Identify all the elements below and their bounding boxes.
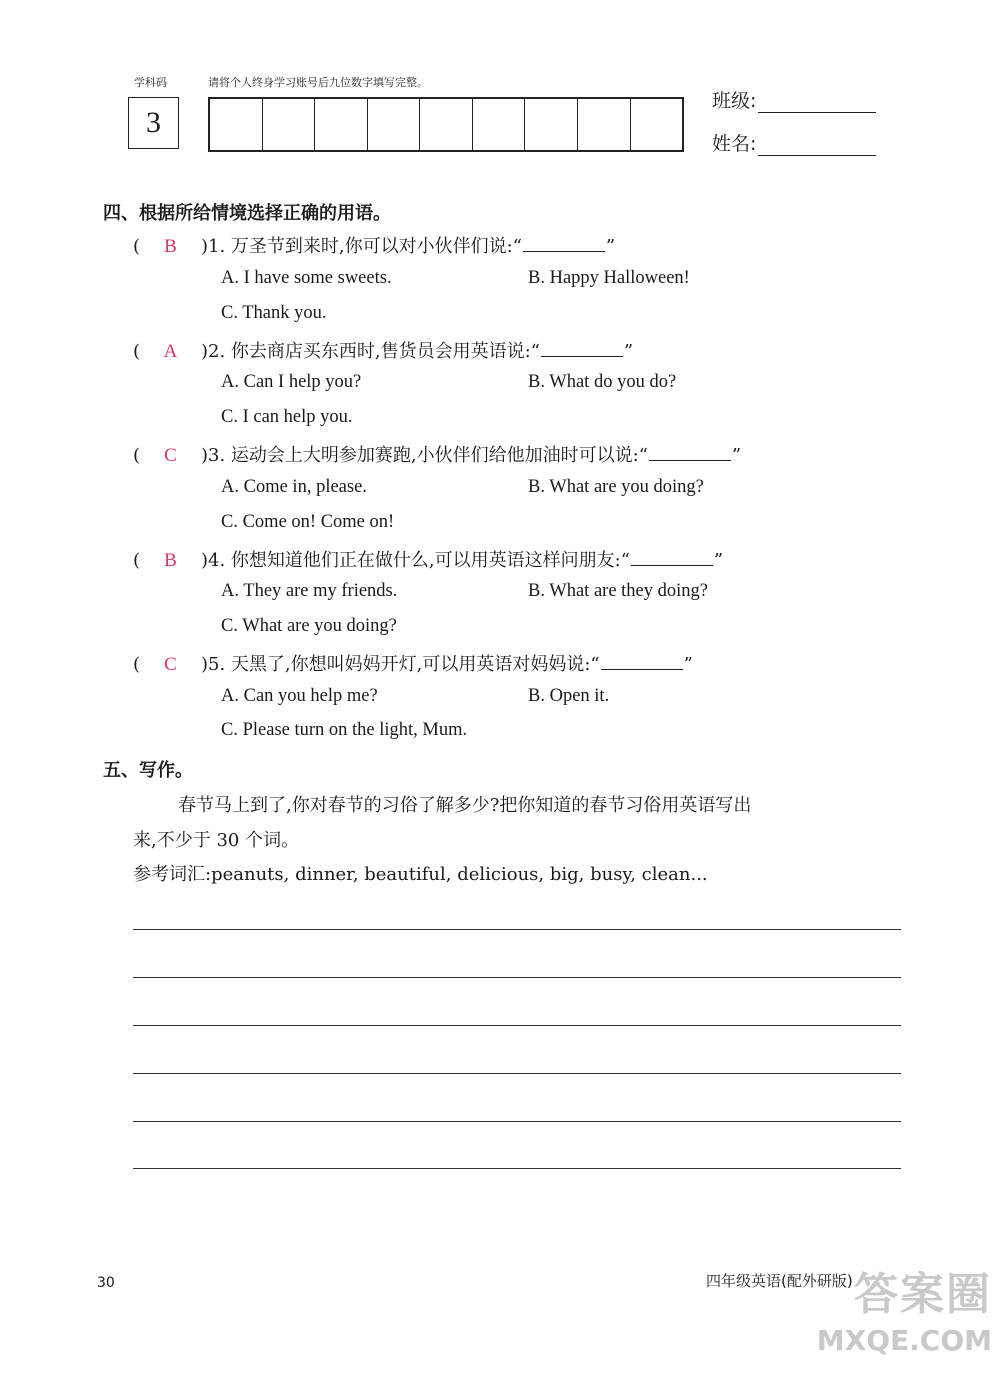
option-a: A. I have some sweets. (221, 268, 392, 288)
option-a: A. Can you help me? (221, 686, 378, 706)
answer-paren: ( C (133, 654, 177, 675)
writing-line[interactable] (133, 1121, 901, 1122)
answer-mark: C (164, 445, 177, 466)
option-a: A. They are my friends. (221, 581, 398, 601)
account-instruction: 请将个人终身学习账号后九位数字填写完整。 (208, 76, 428, 89)
digit-box[interactable] (578, 99, 631, 150)
option-b: B. What do you do? (528, 372, 677, 392)
question-close-quote: ” (605, 236, 616, 257)
class-label: 班级: (712, 90, 757, 112)
answer-blank (601, 655, 683, 670)
question-2 (133, 337, 633, 363)
question-stem: )2. 你去商店买东西时,售货员会用英语说:“ (201, 341, 540, 362)
question-stem: )4. 你想知道他们正在做什么,可以用英语这样问朋友:“ (201, 550, 630, 571)
reference-words: 参考词汇:peanuts, dinner, beautiful, delicious, big, busy, clean... (133, 864, 708, 885)
question-close-quote: ” (713, 550, 724, 571)
section4-title: 四、根据所给情境选择正确的用语。 (103, 203, 391, 224)
option-a: A. Can I help you? (221, 372, 362, 392)
digit-box[interactable] (525, 99, 578, 150)
answer-paren: ( B (133, 550, 177, 571)
digit-box[interactable] (210, 99, 263, 150)
writing-line[interactable] (133, 1073, 901, 1074)
class-field (712, 86, 876, 113)
digit-box[interactable] (631, 99, 683, 150)
answer-paren: ( A (133, 341, 178, 362)
watermark-top-text: 答案圈 (854, 1269, 992, 1320)
answer-paren: ( B (133, 236, 177, 257)
question-stem: )1. 万圣节到来时,你可以对小伙伴们说:“ (201, 236, 522, 257)
option-b: B. Open it. (528, 686, 610, 706)
option-a: A. Come in, please. (221, 477, 367, 497)
question-close-quote: ” (623, 341, 634, 362)
digit-box[interactable] (315, 99, 368, 150)
digit-box[interactable] (420, 99, 473, 150)
subject-code-box: 3 (128, 97, 179, 149)
answer-blank (631, 551, 713, 566)
name-label: 姓名: (712, 133, 757, 155)
writing-line[interactable] (133, 977, 901, 978)
option-c: C. What are you doing? (221, 616, 397, 636)
answer-blank (523, 237, 605, 252)
answer-blank (649, 446, 731, 461)
watermark-logo (752, 1258, 992, 1368)
answer-mark: C (164, 654, 177, 675)
question-3 (133, 441, 741, 467)
option-c: C. I can help you. (221, 407, 353, 427)
option-b: B. Happy Halloween! (528, 268, 690, 288)
section5-title: 五、写作。 (103, 760, 193, 781)
subject-code-label: 学科码 (134, 76, 167, 89)
writing-prompt-line-2: 来,不少于 30 个词。 (133, 830, 300, 851)
digit-box[interactable] (473, 99, 526, 150)
option-b: B. What are they doing? (528, 581, 708, 601)
digit-box[interactable] (368, 99, 421, 150)
option-c: C. Thank you. (221, 303, 327, 323)
answer-mark: B (164, 550, 177, 571)
watermark-bottom-text: MXQE.COM (816, 1324, 992, 1357)
answer-paren: ( C (133, 445, 177, 466)
option-c: C. Come on! Come on! (221, 512, 395, 532)
writing-line[interactable] (133, 929, 901, 930)
answer-mark: A (163, 341, 178, 362)
account-digit-boxes (208, 97, 684, 152)
writing-line[interactable] (133, 1025, 901, 1026)
question-1 (133, 232, 615, 258)
digit-box[interactable] (263, 99, 316, 150)
option-b: B. What are you doing? (528, 477, 704, 497)
answer-blank (541, 342, 623, 357)
question-4 (133, 546, 723, 572)
question-stem: )3. 运动会上大明参加赛跑,小伙伴们给他加油时可以说:“ (201, 445, 648, 466)
option-c: C. Please turn on the light, Mum. (221, 720, 468, 740)
question-close-quote: ” (683, 654, 693, 675)
question-stem: )5. 天黑了,你想叫妈妈开灯,可以用英语对妈妈说:“ (201, 654, 600, 675)
writing-line[interactable] (133, 1168, 901, 1169)
answer-mark: B (164, 236, 177, 257)
question-5 (133, 650, 693, 676)
page-number: 30 (97, 1275, 115, 1291)
book-title: 四年级英语(配外研版) (706, 1272, 853, 1290)
question-close-quote: ” (731, 445, 742, 466)
name-input-line[interactable] (758, 137, 876, 156)
class-input-line[interactable] (758, 94, 876, 113)
name-field (712, 129, 876, 156)
writing-prompt-line-1: 春节马上到了,你对春节的习俗了解多少?把你知道的春节习俗用英语写出 (178, 795, 752, 816)
